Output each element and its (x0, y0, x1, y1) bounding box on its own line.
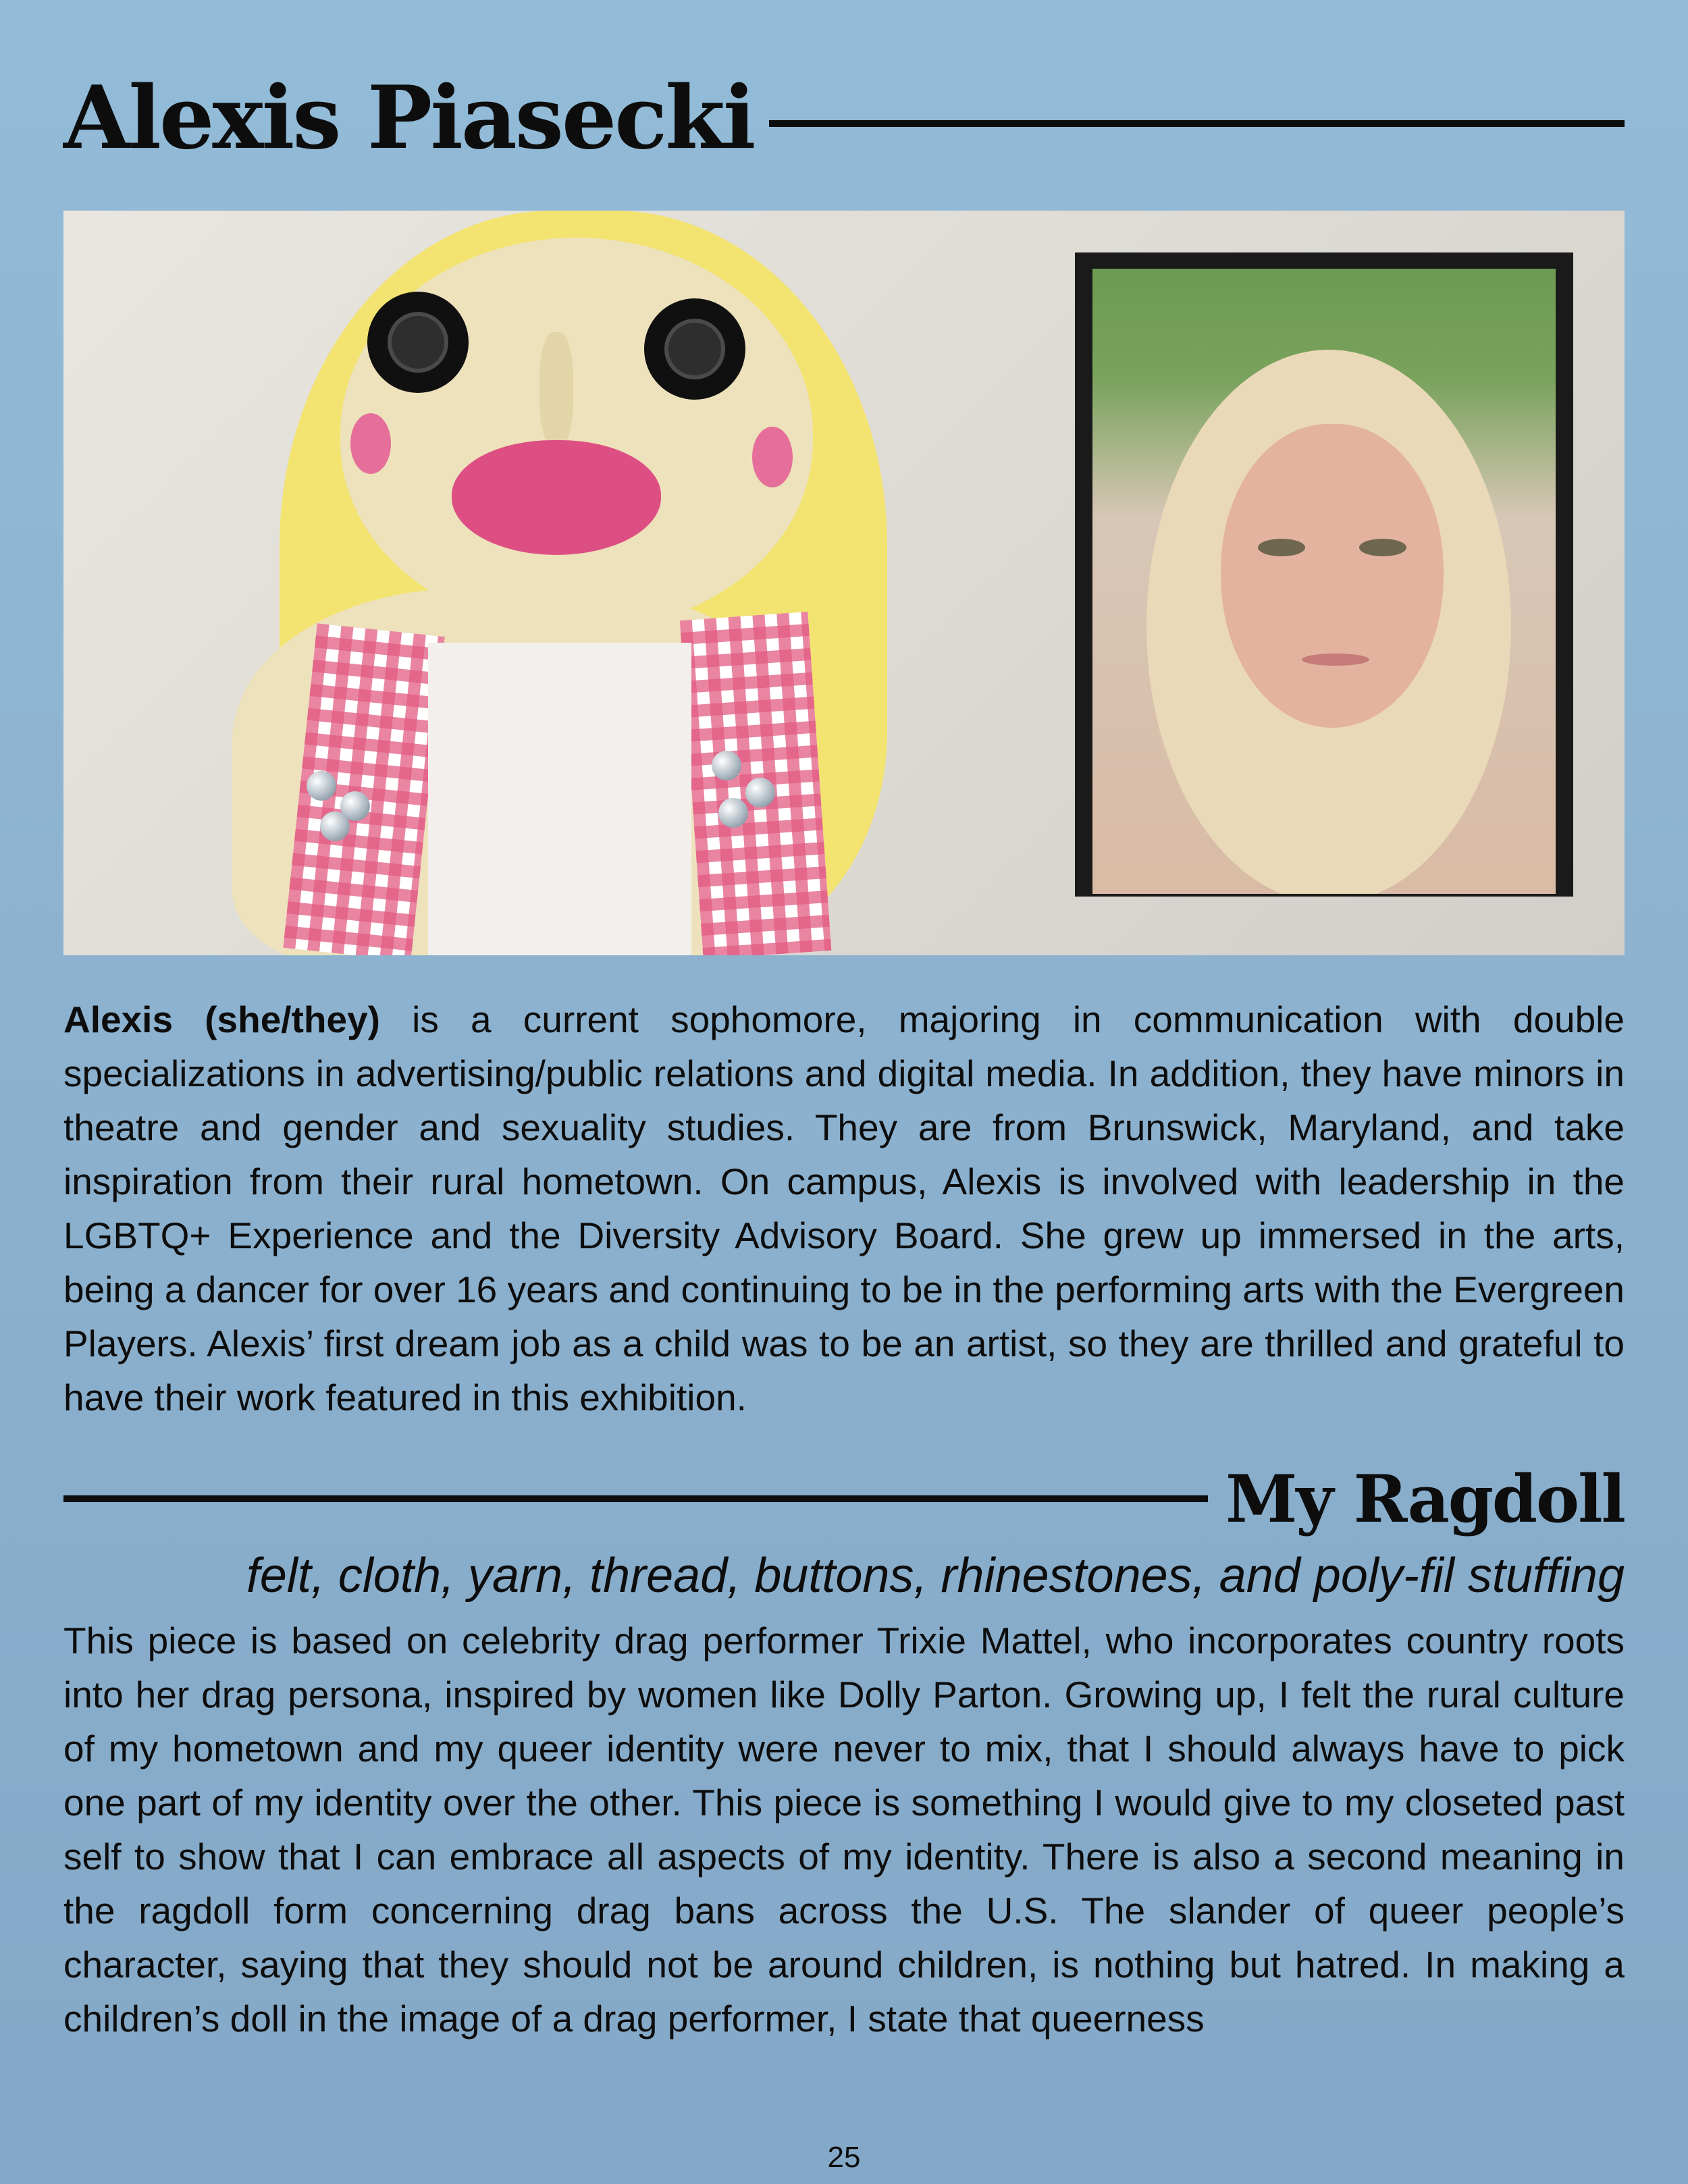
portrait-left-eye (1258, 539, 1305, 556)
artist-statement: This piece is based on celebrity drag performer Trixie Mattel, who incorporates country roots into her drag persona, inspired by women like Dolly Parton. Growing up, I felt the rural culture of my hometown and my queer identity were never to mix, that I should always have to pick one part of my identity over the other. This piece is something I would give to my closeted past self to show that I can embrace all aspects of my identity. There is also a second meaning in the ragdoll form concerning drag bans across the U.S. The slander of queer people’s character, saying that they should not be around children, is nothing but hatred. In making a children’s doll in the image of a drag performer, I state that queerness (63, 1620, 1625, 2040)
doll-left-cheek (350, 413, 391, 474)
doll-rhinestone (320, 811, 350, 841)
doll-rhinestone (745, 778, 775, 807)
artist-name: Alexis Piasecki (63, 68, 754, 169)
doll-lips (452, 440, 661, 555)
piece-title: My Ragdoll (1225, 1460, 1625, 1537)
doll-left-eye (367, 292, 469, 393)
artist-portrait-frame (1075, 252, 1573, 897)
bio-body: is a current sophomore, majoring in communication with double specializations in advertising/public relations and digital media. In addition, they have minors in theatre and gender and sexuality studies. They are from Brunswick, Maryland, and take inspiration from their rural hometown. On campus, Alexis is involved with leadership in the LGBTQ+ Experience and the Diversity Advisory Board. She grew up immersed in the arts, being a dancer for over 16 years and continuing to be in the performing arts with the Evergreen Players. Alexis’ first dream job as a child was to be an artist, so they are thrilled and grateful to have their work featured in this exhibition. (63, 998, 1625, 1418)
doll-right-eye (644, 298, 745, 400)
page-number: 25 (827, 2141, 861, 2174)
portrait-face (1221, 424, 1444, 728)
doll-nose (539, 332, 573, 447)
portrait-right-eye (1359, 539, 1406, 556)
doll-right-cheek (752, 427, 793, 487)
doll-rhinestone (712, 751, 741, 780)
artist-portrait-photo (1092, 269, 1556, 894)
bio-lead: Alexis (she/they) (63, 998, 380, 1040)
piece-materials: felt, cloth, yarn, thread, buttons, rhinestones, and poly-fil stuffing (246, 1549, 1625, 1603)
doll-rhinestone (307, 771, 336, 801)
title-rule (769, 120, 1625, 127)
title-row (63, 68, 1625, 169)
portrait-mouth (1302, 654, 1369, 666)
doll-blouse (428, 643, 691, 955)
piece-title-row (63, 1455, 1625, 1543)
piece-title-rule (63, 1495, 1208, 1502)
artist-bio (63, 992, 1625, 1424)
artwork-photo (63, 211, 1625, 955)
doll-rhinestone (718, 798, 748, 828)
